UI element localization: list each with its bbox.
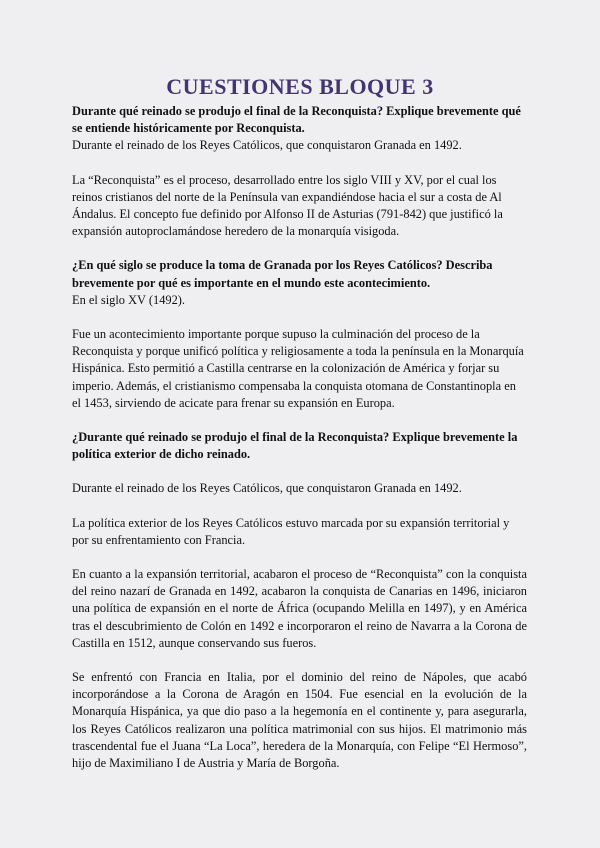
answer-2-short: En el siglo XV (1492). <box>72 292 185 307</box>
answer-3-territorial-expansion: En cuanto a la expansión territorial, acabaron el proceso de “Reconquista” con la conquista del reino nazarí de Granada en 1492, acabaron la conquista de Canarias en 1496, iniciaron una política de expansión en el norte de África (ocupando Melilla en 1497), y en América tras el descubrimiento de Colón en 1492 e incorporaron el reino de Navarra a la Corona de Castilla en 1512, aunque conservando sus fueros. <box>72 567 527 650</box>
question-2: ¿En qué siglo se produce la toma de Granada por los Reyes Católicos? Describa brevemente por qué es importante en el mundo este acontecimiento. <box>72 258 493 290</box>
answer-3-short: Durante el reinado de los Reyes Católicos, que conquistaron Granada en 1492. <box>72 481 462 496</box>
answer-1-short: Durante el reinado de los Reyes Católicos, que conquistaron Granada en 1492. <box>72 138 462 153</box>
question-3: ¿Durante qué reinado se produjo el final de la Reconquista? Explique brevemente la política exterior de dicho reinado. <box>72 430 518 462</box>
question-1: Durante qué reinado se produjo el final de la Reconquista? Explique brevemente qué se entiende históricamente por Reconquista. <box>72 104 521 136</box>
answer-1-detail: La “Reconquista” es el proceso, desarrollado entre los siglo VIII y XV, por el cual los reinos cristianos del norte de la Península van expandiéndose hacia el sur a costa de Al Ándalus. El concepto fue definido por Alfonso II de Asturias (791-842) que justificó la expansión autoproclamándose heredero de la monarquía visigoda. <box>72 172 503 239</box>
answer-3-foreign-policy: La política exterior de los Reyes Católicos estuvo marcada por su expansión territorial y por su enfrentamiento con Francia. <box>72 515 510 547</box>
answer-2-detail: Fue un acontecimiento importante porque supuso la culminación del proceso de la Reconquista y porque unificó política y religiosamente a toda la península en la Monarquía Hispánica. Esto permitió a Castilla centrarse en la colonización de América y forjar su imperio. Además, el cristianismo compensaba la conquista otomana de Constantinopla en el 1453, sirviendo de acicate para frenar su expansión en Europa. <box>72 327 524 410</box>
answer-3-france-conflict: Se enfrentó con Francia en Italia, por el dominio del reino de Nápoles, que acabó incorporándose a la Corona de Aragón en 1504. Fue esencial en la evolución de la Monarquía Hispánica, ya que dio paso a la hegemonía en el continente y, para asegurarla, los Reyes Católicos realizaron una política matrimonial con sus hijos. El matrimonio más trascendental fue el Juana “La Loca”, heredera de la Monarquía, con Felipe “El Hermoso”, hijo de Maximiliano I de Austria y María de Borgoña. <box>72 670 527 771</box>
page-title: CUESTIONES BLOQUE 3 <box>166 74 434 99</box>
document-body <box>72 103 527 772</box>
